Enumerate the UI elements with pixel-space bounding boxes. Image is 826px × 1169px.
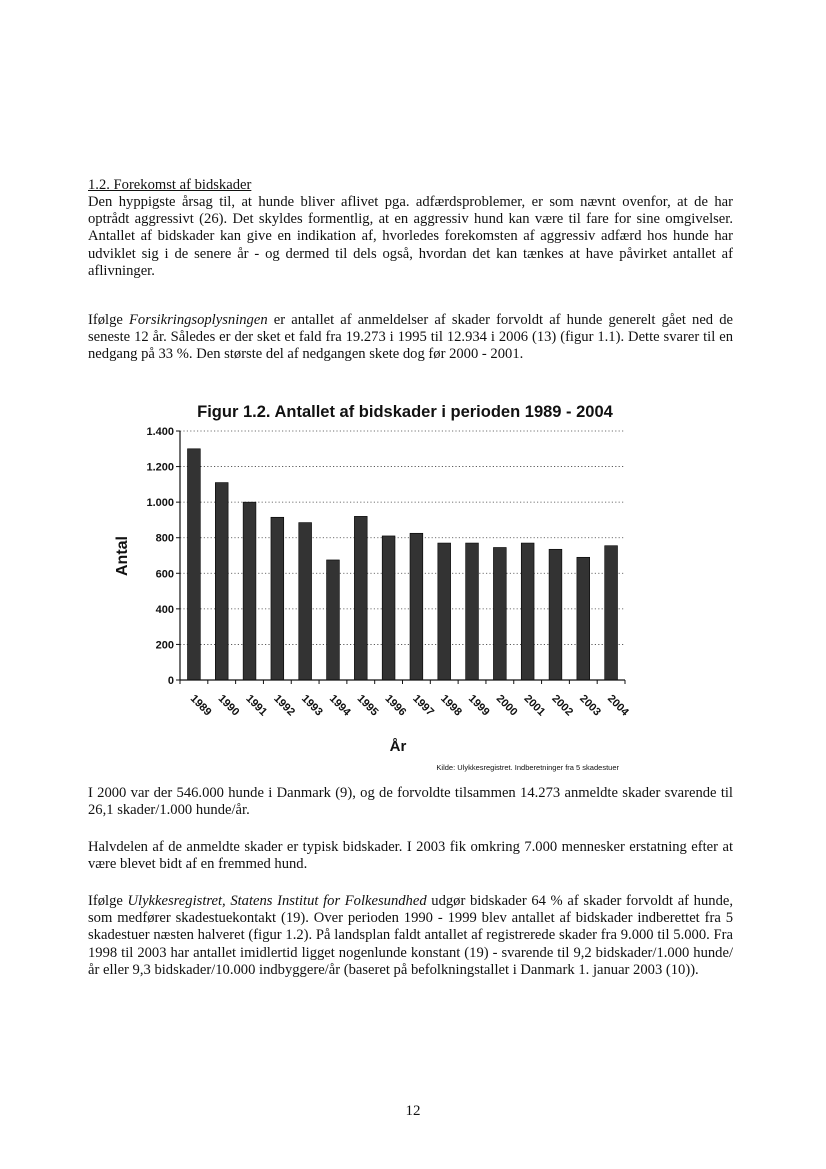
paragraph-4: Halvdelen af de anmeldte skader er typisk bidskader. I 2003 fik omkring 7.000 mennesker erstatning efter at være blevet bidt af en fremmed hund. bbox=[88, 839, 733, 873]
x-tick-label: 1992 bbox=[271, 692, 298, 719]
bar-1994 bbox=[327, 560, 340, 680]
x-tick-label: 1996 bbox=[382, 692, 409, 719]
bar-2000 bbox=[493, 547, 506, 680]
paragraph-2-prefix: Ifølge bbox=[88, 312, 129, 328]
section-heading: 1.2. Forekomst af bidskader bbox=[88, 177, 252, 193]
chart-title: Figur 1.2. Antallet af bidskader i perioden 1989 - 2004 bbox=[197, 403, 613, 421]
paragraph-5-source: Ulykkesregistret, Statens Institut for Folkesundhed bbox=[127, 893, 427, 909]
x-tick-labels bbox=[188, 693, 632, 719]
bar-1999 bbox=[466, 543, 479, 680]
bar-2003 bbox=[577, 557, 590, 680]
x-tick-label: 1994 bbox=[326, 692, 353, 719]
y-tick-labels bbox=[146, 426, 174, 687]
page-number: 12 bbox=[405, 1103, 421, 1119]
bar-1993 bbox=[299, 523, 312, 680]
x-tick-label: 1998 bbox=[438, 692, 464, 719]
x-tick-label: 2002 bbox=[549, 692, 576, 719]
paragraph-1: Den hyppigste årsag til, at hunde bliver aflivet pga. adfærdsproblemer, er som nævnt ovenfor, at de har optrådt aggressivt (26). Det skyldes formentlig, at en aggressiv hund kan være til fare for sine omgivelser. Antallet af bidskader kan give en indikation af, hvorledes forekomsten af aggressiv adfærd hos hunde har udviklet sig i de senere år - og dermed til dels også, hvordan det kan tænkes at have påvirket antallet af aflivninger. bbox=[88, 194, 733, 279]
paragraph-5-prefix: Ifølge bbox=[88, 893, 128, 909]
bar-1995 bbox=[354, 516, 367, 680]
y-tick-label: 400 bbox=[155, 603, 174, 616]
x-tick-label: 1989 bbox=[187, 692, 214, 719]
chart-source-note: Kilde: Ulykkesregistret. Indberetninger fra 5 skadestuer bbox=[436, 763, 619, 772]
bars bbox=[188, 449, 618, 680]
x-tick-label: 2004 bbox=[604, 692, 631, 719]
paragraph-2 bbox=[88, 312, 733, 364]
x-tick-label: 2003 bbox=[577, 692, 603, 719]
paragraph-3: I 2000 var der 546.000 hunde i Danmark (9), og de forvoldte tilsammen 14.273 anmeldte skader svarende til 26,1 skader/1.000 hunde/år. bbox=[88, 785, 733, 819]
x-tick-label: 1993 bbox=[299, 692, 325, 719]
y-tick-label: 800 bbox=[155, 532, 174, 545]
y-tick-label: 600 bbox=[155, 568, 174, 581]
bar-2004 bbox=[605, 546, 618, 680]
x-tick-label: 1999 bbox=[465, 692, 492, 719]
bar-2002 bbox=[549, 549, 562, 680]
y-tick-label: 200 bbox=[155, 639, 174, 652]
paragraph-2-source: Forsikringsoplysningen bbox=[128, 312, 268, 328]
y-axis-label: Antal bbox=[114, 536, 131, 576]
bar-1991 bbox=[243, 502, 256, 680]
bar-1992 bbox=[271, 517, 284, 680]
bar-1997 bbox=[410, 533, 423, 680]
x-tick-label: 2000 bbox=[493, 692, 520, 719]
x-tick-label: 1997 bbox=[410, 692, 437, 719]
x-tick-label: 1995 bbox=[354, 692, 381, 719]
bar-1989 bbox=[188, 449, 201, 680]
paragraph-5 bbox=[88, 893, 733, 979]
y-tick-label: 1.000 bbox=[146, 497, 174, 510]
bar-1998 bbox=[438, 543, 451, 680]
x-axis-label: År bbox=[389, 738, 407, 755]
paragraph-2-rest: er antallet af anmeldelser af skader forvoldt af hunde generelt gået ned de seneste 12 år. Således er der sket et fald fra 19.273 i 1995 til 12.934 i 2006 (13) (figur 1.1). Dette svarer til en nedgang på 33 %. Den største del af nedgangen skete dog før 2000 - 2001. bbox=[88, 312, 733, 363]
x-tick-label: 1990 bbox=[215, 692, 242, 719]
y-tick-label: 1.200 bbox=[146, 461, 174, 474]
bar-2001 bbox=[521, 543, 534, 680]
bar-1990 bbox=[215, 483, 228, 680]
bite-injury-bar-chart bbox=[105, 398, 645, 773]
paragraph-5-rest: udgør bidskader 64 % af skader forvoldt af hunde, som medfører skadestuekontakt (19). Over perioden 1990 - 1999 blev antallet af bidskader indberettet fra 5 skadestuer næsten halveret (figur 1.2). På landsplan faldt antallet af registrerede skader fra 9.000 til 5.000. Fra 1998 til 2003 har antallet imidlertid ligget nogenlunde konstant (19) - svarende til 9,2 bidskader/1.000 hunde/år eller 9,3 bidskader/10.000 indbyggere/år (baseret på befolkningstallet i Danmark 1. januar 2003 (10)). bbox=[88, 893, 733, 978]
y-tick-label: 0 bbox=[167, 675, 174, 687]
bar-1996 bbox=[382, 536, 395, 680]
x-tick-label: 2001 bbox=[521, 692, 548, 719]
y-tick-label: 1.400 bbox=[146, 426, 174, 438]
x-tick-label: 1991 bbox=[243, 692, 270, 719]
